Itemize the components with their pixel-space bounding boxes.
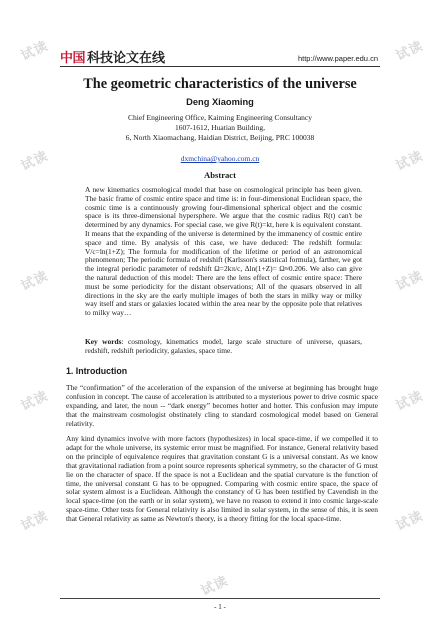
footer-divider (60, 598, 380, 599)
keywords-text: : cosmology, kinematics model, large scale structure of universe, quasars, redshift, redshift periodicity, galaxies, space time. (85, 337, 363, 355)
abstract-heading: Abstract (204, 170, 236, 180)
page-number: - 1 - (214, 603, 226, 611)
paper-page: 试读 试读 试读 试读 试读 试读 试读 试读 试读 试读 试读 中国 科技论文在线 http://www.paper.edu.cn The geometric characteristics of the universe Deng Xiaoming Chief Engineering Office, Kaiming Engineering Consultancy 1607-1612, Huatian Building, 6, North Xiaomachang, Haidian District, Beijing, PRC 100038 dxmchina@yahoo.com.cn Abstract A new kinematics cosmological model that base on cosmological principle has been given. The basic frame of cosmic entire space and time is: in four-dimensional Euclidean space, the cosmic time is a continuously growing four-dimensional spherical object and the cosmic space is its three-dimensional hypersphere. We argue that the cosmic radius R(t) can't be determined by any dynamics. For special case, we give R(t)=kt, here k is equivalent constant. It means that the expanding of the universe is determined by the immanency of cosmic entire space and time. By analysis of this case, we have deduced: The redshift formula: V/c=ln(1+Z); The formula for modification of the lifetime or period of an astronomical phenomenon; The periodic formula of redshift (Karlsson's statistical formula), farther, we got the integral periodic parameter of redshift Ω=2kπ/c, Δln(1+Z)= Ω≈0.206. We also can give the natural deduction of this model: There are the lens effect of cosmic entire space: There must be some periodicity for the distant observations; All of the quasars observed in all directions in the sky are the early multiple images of both the stars in milky way or milky way itself and stars or galaxies located within the area near by the opposite pole that relatives to milky way… Key words: cosmology, kinematics model, large scale structure of universe, quasars, redshift, redshift periodicity, galaxies, space time. 1. Introduction The “confirmation” of the acceleration of the expansion of the universe at beginning has brought huge confusion in concept. The cause of acceleration is attributed to a mysterious power to drive cosmic space expanding, and later, the noun -- “dark energy” becomes hotter and hotter. This confusion may impute that the mainstream cosmologist obstinately cling to standard cosmological model based on General relativity. Any kind dynamics involve with more factors (hypothesizes) in local space-time, if we compelled it to adapt for the whole universe, its systemic error must be magnified. For instance, General relativity based on the principle of equivalence requires that gravitation constant G is a universal constant. As we know that gravitational radiation from a point source represents spherical symmetry, so the character of G must lie on the character of space. If the space is not a Euclidean and the spatial curvature is the function of time, the universal constant G has to be oppugned. Comparing with cosmic entire space, the space of solar system almost is a Euclidean. Although the constancy of G has been testified by Cavendish in the local space-time (on the earth or in solar system), we have no reason to extend it into cosmic large-scale space-time. Other tests for General relativity is also limited in solar system, in the sense of this, it is seen that General relativity as same as Newton's theory, is a theory fitting for the local space-time. - 1 - (0, 0, 440, 620)
header-divider (60, 66, 380, 67)
intro-paragraph-2: Any kind dynamics involve with more factors (hypothesizes) in local space-time, if we compelled it to adapt for the whole universe, its systemic error must be magnified. For instance, General relativity based on the principle of equivalence requires that gravitation constant G is a universal constant. As we know that gravitational radiation from a point source represents spherical symmetry, so the character of G must lie on the character of space. If the space is not a Euclidean and the spatial curvature is the function of time, the universal constant G has to be oppugned. Comparing with cosmic entire space, the space of solar system almost is a Euclidean. Although the constancy of G has been testified by Cavendish in the local space-time (on the earth or in solar system), we have no reason to extend it into cosmic large-scale space-time. Other tests for General relativity is also limited in solar system, in the sense of this, it is seen that General relativity as same as Newton's theory, is a theory fitting for the local space-time. (66, 434, 378, 524)
section-heading-introduction: 1. Introduction (66, 366, 128, 376)
author-email-link[interactable]: dxmchina@yahoo.com.cn (180, 154, 260, 163)
affiliation-line: Chief Engineering Office, Kaiming Engineering Consultancy (128, 113, 312, 122)
header-url[interactable]: http://www.paper.edu.cn (297, 54, 378, 63)
logo-text-black: 科技论文在线 (87, 50, 166, 66)
paper-title: The geometric characteristics of the universe (83, 76, 357, 92)
paper-author: Deng Xiaoming (186, 97, 254, 107)
author-email-row (40, 154, 400, 163)
site-logo (60, 47, 165, 65)
intro-paragraph-1: The “confirmation” of the acceleration of the expansion of the universe at beginning has brought huge confusion in concept. The cause of acceleration is attributed to a mysterious power to drive cosmic space expanding, and later, the noun -- “dark energy” becomes hotter and hotter. This confusion may impute that the mainstream cosmologist obstinately cling to standard cosmological model based on General relativity. (66, 383, 378, 428)
affiliation-line: 1607-1612, Huatian Building, (175, 123, 265, 132)
author-affiliation (40, 113, 400, 143)
logo-text-red: 中国 (60, 50, 86, 66)
keywords-label: Key words (85, 337, 122, 346)
affiliation-line: 6, North Xiaomachang, Haidian District, Beijing, PRC 100038 (125, 133, 315, 142)
abstract-body: A new kinematics cosmological model that base on cosmological principle has been given. The basic frame of cosmic entire space and time is: in four-dimensional Euclidean space, the cosmic time is a continuously growing four-dimensional spherical object and the cosmic space is its three-dimensional hypersphere. We argue that the cosmic radius R(t) can't be determined by any dynamics. For special case, we give R(t)=kt, here k is equivalent constant. It means that the expanding of the universe is determined by the immanency of cosmic entire space and time. By analysis of this case, we have deduced: The redshift formula: V/c=ln(1+Z); The formula for modification of the lifetime or period of an astronomical phenomenon; The periodic formula of redshift (Karlsson's statistical formula), farther, we got the integral periodic parameter of redshift Ω=2kπ/c, Δln(1+Z)= Ω≈0.206. We also can give the natural deduction of this model: There are the lens effect of cosmic entire space: There must be some periodicity for the distant observations; All of the quasars observed in all directions in the sky are the early multiple images of both the stars in milky way or milky way itself and stars or galaxies located within the area near by the opposite pole that relatives to milky way… (85, 185, 362, 318)
keywords (85, 338, 362, 356)
